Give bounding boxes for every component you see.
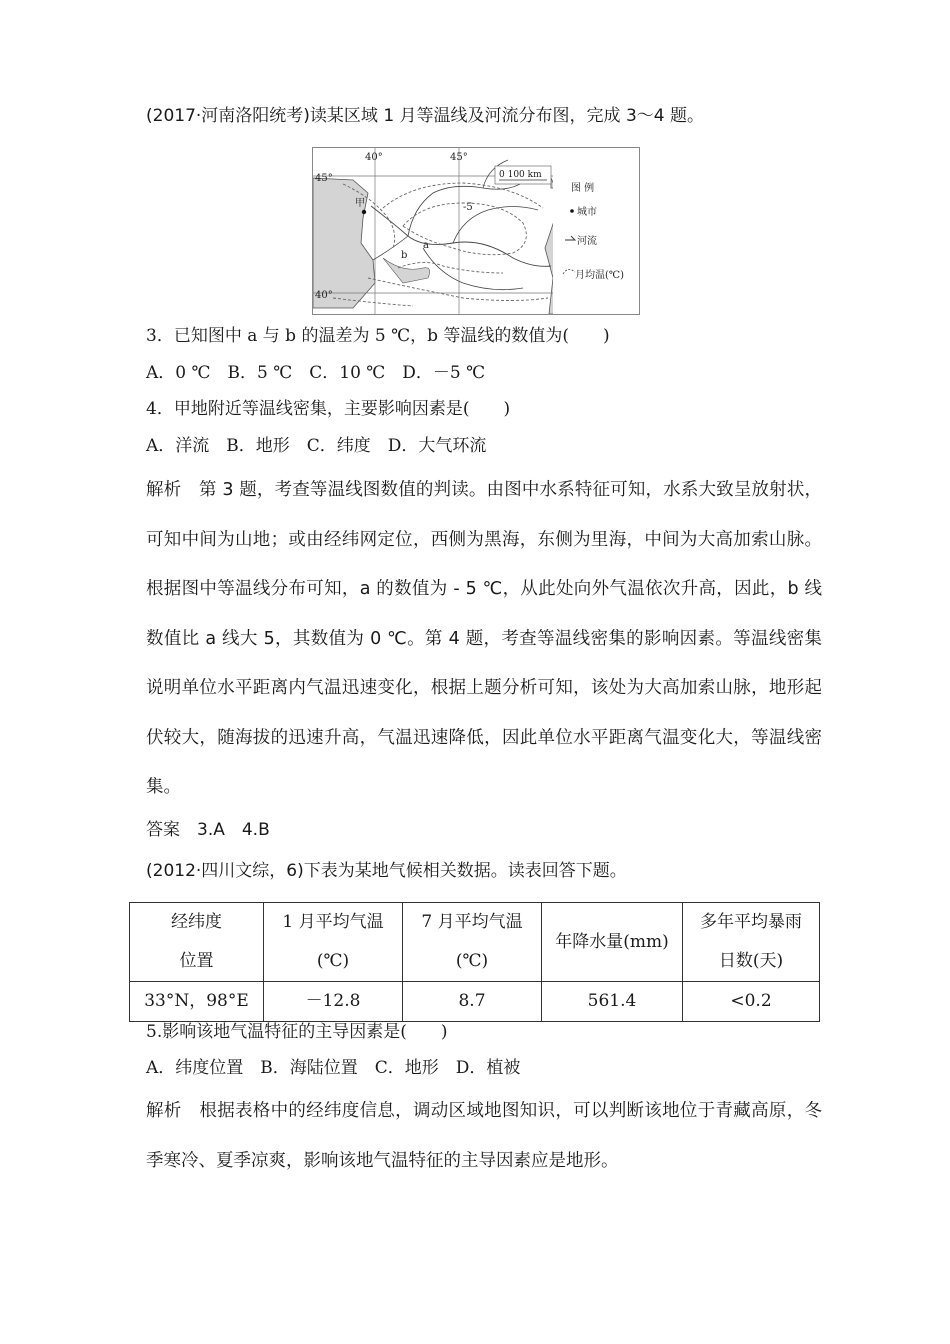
city-jia-label: 甲: [355, 198, 365, 209]
isotherm-b-label: b: [401, 250, 408, 261]
answer-3-4: 答案 3.A 4.B: [146, 820, 270, 840]
cell-storm-days: <0.2: [683, 982, 820, 1022]
header-position: 经纬度 位置: [130, 903, 264, 982]
question-5-options: A．纬度位置 B．海陆位置 C．地形 D．植被: [146, 1058, 521, 1078]
question-3: 3．已知图中 a 与 b 的温差为 5 ℃，b 等温线的数值为( ): [146, 326, 610, 346]
header-precip: 年降水量(mm): [542, 903, 683, 982]
map-figure: [313, 148, 639, 314]
legend-isotherm-label: 月均温(℃): [575, 270, 624, 281]
cell-jan-temp: －12.8: [264, 982, 403, 1022]
lat-top-label: 45°: [315, 173, 333, 184]
legend-title: 图 例: [571, 183, 595, 194]
question-intro: (2017·河南洛阳统考)读某区域 1 月等温线及河流分布图，完成 3～4 题。: [146, 106, 704, 126]
question-5-intro: (2012·四川文综，6)下表为某地气候相关数据。读表回答下题。: [146, 861, 627, 881]
table-header-row: [130, 903, 820, 982]
lat-bottom-label: 40°: [315, 290, 333, 301]
legend-river-label: 河流: [577, 236, 597, 247]
header-jan-temp: 1 月平均气温 (℃): [264, 903, 403, 982]
question-4-options: A．洋流 B．地形 C．纬度 D．大气环流: [146, 436, 487, 456]
lon-right-label: 45°: [450, 152, 468, 163]
question-4: 4．甲地附近等温线密集，主要影响因素是( ): [146, 399, 511, 419]
question-5: 5.影响该地气温特征的主导因素是( ): [146, 1022, 448, 1042]
analysis-3-4: 解析 第 3 题，考查等温线图数值的判读。由图中水系特征可知，水系大致呈放射状，可知中间为山地；或由经纬网定位，西侧为黑海，东侧为里海，中间为大高加索山脉。根据图中等温线分布可知，a 的数值为 - 5 ℃，从此处向外气温依次升高，因此，b 线数值比 a 线大 5，其数值为 0 ℃。第 4 题，考查等温线密集的影响因素。等温线密集说明单位水平距离内气温迅速变化，根据上题分析可知，该处为大高加索山脉，地形起伏较大，随海拔的迅速升高，气温迅速降低，因此单位水平距离气温变化大，等温线密集。: [146, 480, 822, 797]
cell-position: 33°N，98°E: [130, 982, 264, 1022]
isotherm-a-label: a: [423, 240, 429, 251]
lon-left-label: 40°: [365, 152, 383, 163]
analysis-5: 解析 根据表格中的经纬度信息，调动区域地图知识，可以判断该地位于青藏高原，冬季寒冷、夏季凉爽，影响该地气温特征的主导因素应是地形。: [146, 1101, 822, 1171]
isotherm-river-map: [312, 147, 640, 315]
cell-precip: 561.4: [542, 982, 683, 1022]
isotherm-minus5-label: -5: [463, 202, 473, 213]
legend-city-label: 城市: [577, 207, 597, 218]
cell-jul-temp: 8.7: [403, 982, 542, 1022]
header-jul-temp: 7 月平均气温 (℃): [403, 903, 542, 982]
city-dot-icon: [362, 210, 366, 214]
question-3-options: A．0 ℃ B．5 ℃ C．10 ℃ D．－5 ℃: [146, 363, 486, 383]
climate-data-table: [129, 902, 820, 1022]
header-storm-days: 多年平均暴雨 日数(天): [683, 903, 820, 982]
scale-label: 0 100 km: [499, 170, 542, 180]
legend-city-icon: [570, 209, 574, 213]
table-row: [130, 982, 820, 1022]
